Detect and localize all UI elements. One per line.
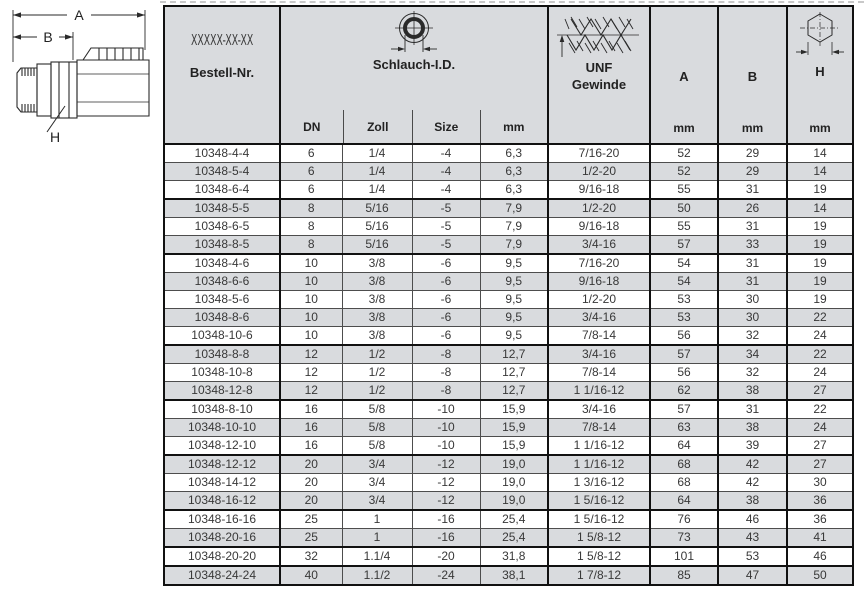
unf-label-line2: Gewinde: [571, 77, 627, 92]
cell-b: 46: [718, 510, 787, 529]
cell-dn: 16: [280, 400, 342, 419]
cell-size: -10: [412, 437, 480, 456]
cell-mm: 9,5: [480, 309, 548, 327]
cell-h: 22: [787, 345, 853, 364]
cell-bestell-nr: 10348-5-5: [164, 199, 280, 218]
cell-dn: 6: [280, 144, 342, 163]
cell-size: -8: [412, 382, 480, 401]
cell-mm: 6,3: [480, 163, 548, 181]
cell-zoll: 5/8: [342, 437, 412, 456]
cell-a: 52: [650, 144, 718, 163]
cell-a: 63: [650, 419, 718, 437]
cell-dn: 10: [280, 254, 342, 273]
cell-h: 24: [787, 364, 853, 382]
cell-mm: 25,4: [480, 510, 548, 529]
cell-unf-gewinde: 1 1/16-12: [548, 437, 650, 456]
cell-a: 62: [650, 382, 718, 401]
subheader-mm: mm: [480, 110, 548, 143]
cell-h: 22: [787, 400, 853, 419]
cell-size: -20: [412, 547, 480, 566]
table-row: [164, 529, 853, 548]
cell-zoll: 1/4: [342, 163, 412, 181]
cell-bestell-nr: 10348-4-4: [164, 144, 280, 163]
cell-dn: 6: [280, 181, 342, 200]
schlauch-id-label: Schlauch-I.D.: [372, 57, 456, 72]
cell-zoll: 3/8: [342, 291, 412, 309]
schlauch-subheader: [281, 110, 547, 143]
cell-a: 54: [650, 254, 718, 273]
cell-unf-gewinde: 1/2-20: [548, 199, 650, 218]
cell-dn: 8: [280, 218, 342, 236]
b-label: B: [747, 69, 758, 84]
cell-mm: 6,3: [480, 144, 548, 163]
cell-mm: 9,5: [480, 273, 548, 291]
table-row: [164, 309, 853, 327]
cell-unf-gewinde: 1 5/8-12: [548, 529, 650, 548]
table-row: [164, 254, 853, 273]
cell-unf-gewinde: 1 5/16-12: [548, 510, 650, 529]
cell-unf-gewinde: 9/16-18: [548, 273, 650, 291]
cell-a: 56: [650, 364, 718, 382]
cell-h: 27: [787, 437, 853, 456]
cell-zoll: 1: [342, 529, 412, 548]
cell-bestell-nr: 10348-20-20: [164, 547, 280, 566]
cell-zoll: 3/4: [342, 492, 412, 511]
ferrule-band: [83, 48, 143, 60]
cell-b: 43: [718, 529, 787, 548]
cell-unf-gewinde: 9/16-18: [548, 218, 650, 236]
cell-zoll: 3/8: [342, 309, 412, 327]
cell-dn: 32: [280, 547, 342, 566]
cell-unf-gewinde: 1 5/16-12: [548, 492, 650, 511]
cell-unf-gewinde: 1/2-20: [548, 163, 650, 181]
cell-h: 24: [787, 419, 853, 437]
cell-dn: 8: [280, 199, 342, 218]
cell-b: 38: [718, 492, 787, 511]
cell-h: 19: [787, 236, 853, 255]
dim-b-left-arrow: [13, 34, 21, 39]
cell-zoll: 1/2: [342, 382, 412, 401]
cell-b: 32: [718, 327, 787, 346]
cell-unf-gewinde: 7/16-20: [548, 254, 650, 273]
cell-unf-gewinde: 1 5/8-12: [548, 547, 650, 566]
cell-dn: 20: [280, 474, 342, 492]
cell-b: 31: [718, 400, 787, 419]
dim-a-right-arrow: [137, 12, 145, 17]
table-row: [164, 345, 853, 364]
bestell-nr-label: Bestell-Nr.: [189, 65, 255, 80]
cell-mm: 12,7: [480, 345, 548, 364]
cell-mm: 9,5: [480, 254, 548, 273]
cell-bestell-nr: 10348-24-24: [164, 566, 280, 585]
dim-b-right-arrow: [65, 34, 73, 39]
part-number-mask: XXXXX-XX-XX: [190, 31, 254, 49]
shell-outline: [77, 60, 149, 116]
cell-b: 34: [718, 345, 787, 364]
cell-mm: 6,3: [480, 181, 548, 200]
table-row: [164, 382, 853, 401]
cell-unf-gewinde: 7/16-20: [548, 144, 650, 163]
cell-bestell-nr: 10348-12-12: [164, 455, 280, 474]
cell-mm: 19,0: [480, 474, 548, 492]
fitting-drawing: [3, 2, 159, 144]
cell-zoll: 5/8: [342, 400, 412, 419]
cell-size: -5: [412, 199, 480, 218]
cell-zoll: 3/8: [342, 254, 412, 273]
table-row: [164, 273, 853, 291]
cell-a: 54: [650, 273, 718, 291]
cell-dn: 6: [280, 163, 342, 181]
table-row: [164, 437, 853, 456]
cell-mm: 15,9: [480, 437, 548, 456]
cell-bestell-nr: 10348-10-10: [164, 419, 280, 437]
cell-a: 73: [650, 529, 718, 548]
cell-b: 31: [718, 254, 787, 273]
table-row: [164, 181, 853, 200]
cell-h: 14: [787, 163, 853, 181]
cell-mm: 7,9: [480, 236, 548, 255]
cell-zoll: 3/8: [342, 273, 412, 291]
hex-leader-label: H: [49, 129, 61, 144]
cell-a: 57: [650, 345, 718, 364]
cell-b: 42: [718, 455, 787, 474]
cell-b: 38: [718, 419, 787, 437]
cell-a: 57: [650, 400, 718, 419]
cell-b: 31: [718, 273, 787, 291]
cell-mm: 9,5: [480, 291, 548, 309]
cell-b: 53: [718, 547, 787, 566]
header-bestell-nr: [164, 6, 280, 144]
cell-h: 41: [787, 529, 853, 548]
cell-bestell-nr: 10348-16-12: [164, 492, 280, 511]
cell-h: 14: [787, 199, 853, 218]
unf-label-line1: UNF: [585, 60, 613, 75]
cell-unf-gewinde: 3/4-16: [548, 309, 650, 327]
subheader-dn: DN: [303, 119, 321, 134]
subheader-size: Size: [412, 110, 480, 143]
cell-size: -8: [412, 345, 480, 364]
cell-mm: 12,7: [480, 382, 548, 401]
cell-h: 14: [787, 144, 853, 163]
dim-a-left-arrow: [13, 12, 21, 17]
cell-unf-gewinde: 1 7/8-12: [548, 566, 650, 585]
cell-a: 55: [650, 181, 718, 200]
cell-unf-gewinde: 1 3/16-12: [548, 474, 650, 492]
table-row: [164, 199, 853, 218]
header-a: [650, 6, 718, 144]
cell-bestell-nr: 10348-5-6: [164, 291, 280, 309]
cell-bestell-nr: 10348-8-8: [164, 345, 280, 364]
cell-zoll: 1: [342, 510, 412, 529]
cell-dn: 20: [280, 492, 342, 511]
cell-size: -6: [412, 254, 480, 273]
table-row: [164, 455, 853, 474]
cell-a: 64: [650, 492, 718, 511]
cell-mm: 19,0: [480, 455, 548, 474]
cell-mm: 15,9: [480, 400, 548, 419]
cell-bestell-nr: 10348-12-10: [164, 437, 280, 456]
table-row: [164, 327, 853, 346]
cell-dn: 20: [280, 455, 342, 474]
cell-b: 32: [718, 364, 787, 382]
page-cut-line: [160, 1, 864, 3]
cell-unf-gewinde: 1 1/16-12: [548, 455, 650, 474]
cell-unf-gewinde: 7/8-14: [548, 364, 650, 382]
cell-unf-gewinde: 3/4-16: [548, 236, 650, 255]
h-label: H: [815, 64, 825, 79]
table-row: [164, 364, 853, 382]
cell-dn: 25: [280, 510, 342, 529]
table-row: [164, 218, 853, 236]
cell-unf-gewinde: 7/8-14: [548, 419, 650, 437]
cell-a: 50: [650, 199, 718, 218]
cell-size: -6: [412, 273, 480, 291]
cell-bestell-nr: 10348-10-6: [164, 327, 280, 346]
collar-outline: [37, 64, 51, 116]
cell-size: -12: [412, 492, 480, 511]
cell-mm: 19,0: [480, 492, 548, 511]
cell-bestell-nr: 10348-6-4: [164, 181, 280, 200]
cell-zoll: 1.1/4: [342, 547, 412, 566]
cell-dn: 10: [280, 327, 342, 346]
cell-bestell-nr: 10348-6-6: [164, 273, 280, 291]
table-row: [164, 474, 853, 492]
cell-h: 46: [787, 547, 853, 566]
cell-unf-gewinde: 1/2-20: [548, 291, 650, 309]
cell-b: 30: [718, 309, 787, 327]
cell-dn: 16: [280, 437, 342, 456]
unf-thread-profile-icon: [555, 13, 643, 59]
cell-bestell-nr: 10348-5-4: [164, 163, 280, 181]
cell-size: -6: [412, 309, 480, 327]
cell-bestell-nr: 10348-10-8: [164, 364, 280, 382]
cell-a: 64: [650, 437, 718, 456]
cell-b: 31: [718, 181, 787, 200]
cell-b: 42: [718, 474, 787, 492]
dim-b-label: B: [43, 29, 53, 45]
cell-mm: 38,1: [480, 566, 548, 585]
cell-b: 29: [718, 163, 787, 181]
hose-inner-diameter-icon: [388, 11, 440, 55]
cell-unf-gewinde: 1 1/16-12: [548, 382, 650, 401]
cell-size: -12: [412, 474, 480, 492]
cell-mm: 31,8: [480, 547, 548, 566]
cell-h: 19: [787, 218, 853, 236]
cell-zoll: 5/16: [342, 218, 412, 236]
cell-b: 26: [718, 199, 787, 218]
cell-size: -8: [412, 364, 480, 382]
header-h: [787, 6, 853, 144]
cell-b: 31: [718, 218, 787, 236]
cell-unf-gewinde: 9/16-18: [548, 181, 650, 200]
b-unit: mm: [741, 121, 764, 135]
cell-a: 76: [650, 510, 718, 529]
cell-dn: 40: [280, 566, 342, 585]
cell-a: 53: [650, 309, 718, 327]
cell-h: 24: [787, 327, 853, 346]
table-row: [164, 236, 853, 255]
cell-size: -6: [412, 327, 480, 346]
header-schlauch-id: [280, 6, 548, 144]
header-unf-gewinde: [548, 6, 650, 144]
cell-size: -10: [412, 419, 480, 437]
table-row: [164, 419, 853, 437]
cell-zoll: 5/16: [342, 236, 412, 255]
cell-h: 36: [787, 492, 853, 511]
cell-b: 38: [718, 382, 787, 401]
cell-bestell-nr: 10348-4-6: [164, 254, 280, 273]
cell-mm: 7,9: [480, 218, 548, 236]
header-b: [718, 6, 787, 144]
cell-mm: 15,9: [480, 419, 548, 437]
cell-zoll: 5/8: [342, 419, 412, 437]
cell-bestell-nr: 10348-16-16: [164, 510, 280, 529]
cell-zoll: 1/4: [342, 181, 412, 200]
cell-mm: 9,5: [480, 327, 548, 346]
table-row: [164, 144, 853, 163]
cell-zoll: 3/8: [342, 327, 412, 346]
cell-h: 22: [787, 309, 853, 327]
cell-a: 57: [650, 236, 718, 255]
table-row: [164, 566, 853, 585]
cell-zoll: 3/4: [342, 474, 412, 492]
cell-mm: 7,9: [480, 199, 548, 218]
table-row: [164, 163, 853, 181]
cell-size: -16: [412, 510, 480, 529]
a-unit: mm: [673, 121, 695, 135]
a-label: A: [679, 69, 689, 84]
cell-mm: 12,7: [480, 364, 548, 382]
cell-bestell-nr: 10348-20-16: [164, 529, 280, 548]
cell-b: 30: [718, 291, 787, 309]
cell-unf-gewinde: 3/4-16: [548, 400, 650, 419]
cell-a: 68: [650, 474, 718, 492]
cell-a: 55: [650, 218, 718, 236]
cell-a: 53: [650, 291, 718, 309]
cell-zoll: 1/2: [342, 345, 412, 364]
dim-a-label: A: [74, 7, 84, 23]
cell-dn: 12: [280, 382, 342, 401]
cell-size: -24: [412, 566, 480, 585]
subheader-zoll: Zoll: [343, 110, 412, 143]
cell-h: 19: [787, 181, 853, 200]
cell-h: 19: [787, 254, 853, 273]
table-row: [164, 492, 853, 511]
cell-zoll: 1/2: [342, 364, 412, 382]
cell-unf-gewinde: 3/4-16: [548, 345, 650, 364]
cell-b: 47: [718, 566, 787, 585]
cell-mm: 25,4: [480, 529, 548, 548]
table-row: [164, 547, 853, 566]
cell-h: 27: [787, 455, 853, 474]
h-unit: mm: [809, 121, 831, 135]
cell-unf-gewinde: 7/8-14: [548, 327, 650, 346]
cell-zoll: 3/4: [342, 455, 412, 474]
cell-size: -12: [412, 455, 480, 474]
cell-h: 19: [787, 291, 853, 309]
cell-dn: 10: [280, 309, 342, 327]
cell-h: 19: [787, 273, 853, 291]
cell-size: -10: [412, 400, 480, 419]
cell-size: -4: [412, 181, 480, 200]
cell-h: 50: [787, 566, 853, 585]
cell-bestell-nr: 10348-6-5: [164, 218, 280, 236]
cell-size: -4: [412, 163, 480, 181]
cell-size: -6: [412, 291, 480, 309]
fitting-dimension-table: [163, 5, 854, 586]
cell-h: 30: [787, 474, 853, 492]
cell-size: -5: [412, 218, 480, 236]
cell-a: 52: [650, 163, 718, 181]
cell-bestell-nr: 10348-8-5: [164, 236, 280, 255]
cell-dn: 10: [280, 273, 342, 291]
cell-size: -5: [412, 236, 480, 255]
table-body: [164, 144, 853, 585]
cell-bestell-nr: 10348-14-12: [164, 474, 280, 492]
cell-a: 56: [650, 327, 718, 346]
cell-b: 33: [718, 236, 787, 255]
cell-b: 29: [718, 144, 787, 163]
cell-h: 36: [787, 510, 853, 529]
hex-across-flats-icon: [796, 12, 844, 58]
cell-a: 68: [650, 455, 718, 474]
cell-zoll: 5/16: [342, 199, 412, 218]
cell-size: -16: [412, 529, 480, 548]
cell-a: 85: [650, 566, 718, 585]
table-row: [164, 291, 853, 309]
cell-dn: 8: [280, 236, 342, 255]
cell-dn: 25: [280, 529, 342, 548]
cell-h: 27: [787, 382, 853, 401]
cell-bestell-nr: 10348-8-6: [164, 309, 280, 327]
cell-size: -4: [412, 144, 480, 163]
cell-zoll: 1.1/2: [342, 566, 412, 585]
cell-dn: 10: [280, 291, 342, 309]
cell-bestell-nr: 10348-8-10: [164, 400, 280, 419]
cell-zoll: 1/4: [342, 144, 412, 163]
cell-bestell-nr: 10348-12-8: [164, 382, 280, 401]
hex-nut-outline: [51, 62, 77, 118]
cell-dn: 12: [280, 364, 342, 382]
cell-dn: 12: [280, 345, 342, 364]
cell-b: 39: [718, 437, 787, 456]
table-row: [164, 510, 853, 529]
cell-a: 101: [650, 547, 718, 566]
cell-dn: 16: [280, 419, 342, 437]
table-row: [164, 400, 853, 419]
